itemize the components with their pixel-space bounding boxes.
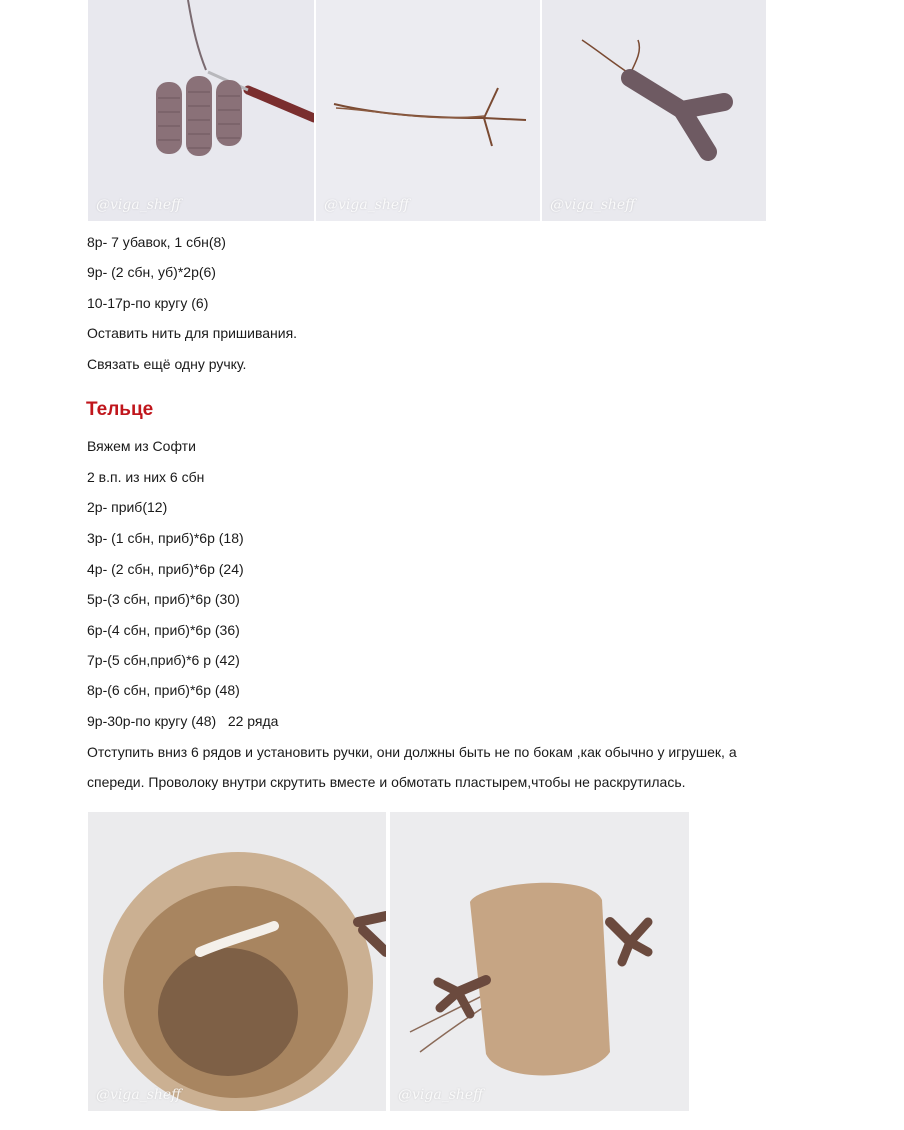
- photo-watermark: @viga_sheff: [550, 197, 636, 213]
- photo-wire-frame: [316, 0, 540, 221]
- instruction-line: Оставить нить для пришивания.: [87, 325, 298, 341]
- instruction-line: 5р-(3 сбн, приб)*6р (30): [87, 591, 240, 607]
- photo-watermark: @viga_sheff: [398, 1087, 484, 1103]
- photo-watermark: @viga_sheff: [96, 1087, 182, 1103]
- instruction-line: 6р-(4 сбн, приб)*6р (36): [87, 622, 240, 638]
- instruction-line: 9р- (2 сбн, уб)*2р(6): [87, 264, 216, 280]
- photo-body-inside: [88, 812, 386, 1111]
- instruction-line: 10-17р-по кругу (6): [87, 295, 209, 311]
- instruction-line: 3р- (1 сбн, приб)*6р (18): [87, 530, 244, 546]
- crochet-fingers-illustration: [88, 0, 314, 221]
- section-heading: Тельце: [86, 399, 154, 420]
- instruction-line: Вяжем из Софти: [87, 438, 196, 454]
- instruction-line: 2 в.п. из них 6 сбн: [87, 469, 205, 485]
- instruction-line: Отступить вниз 6 рядов и установить ручки, они должны быть не по бокам ,как обычно у игрушек, а: [87, 744, 737, 760]
- instruction-line: 8р- 7 убавок, 1 сбн(8): [87, 234, 226, 250]
- instruction-line: 9р-30р-по кругу (48) 22 ряда: [87, 713, 279, 729]
- instruction-line: спереди. Проволоку внутри скрутить вместе и обмотать пластырем,чтобы не раскрутилась.: [87, 774, 686, 790]
- instruction-line: 2р- приб(12): [87, 499, 168, 515]
- instruction-line: 7р-(5 сбн,приб)*6 р (42): [87, 652, 240, 668]
- instruction-line: 8р-(6 сбн, приб)*6р (48): [87, 682, 240, 698]
- photo-watermark: @viga_sheff: [324, 197, 410, 213]
- photo-watermark: @viga_sheff: [96, 197, 182, 213]
- instruction-line: 4р- (2 сбн, приб)*6р (24): [87, 561, 244, 577]
- body-with-arms-illustration: [390, 812, 689, 1111]
- photo-crocheted-branch: [542, 0, 766, 221]
- body-inside-illustration: [88, 812, 386, 1111]
- photo-crochet-fingers: [88, 0, 314, 221]
- crocheted-branch-illustration: [542, 0, 766, 221]
- instruction-line: Связать ещё одну ручку.: [87, 356, 247, 372]
- photo-body-with-arms: [390, 812, 689, 1111]
- wire-frame-illustration: [316, 0, 540, 221]
